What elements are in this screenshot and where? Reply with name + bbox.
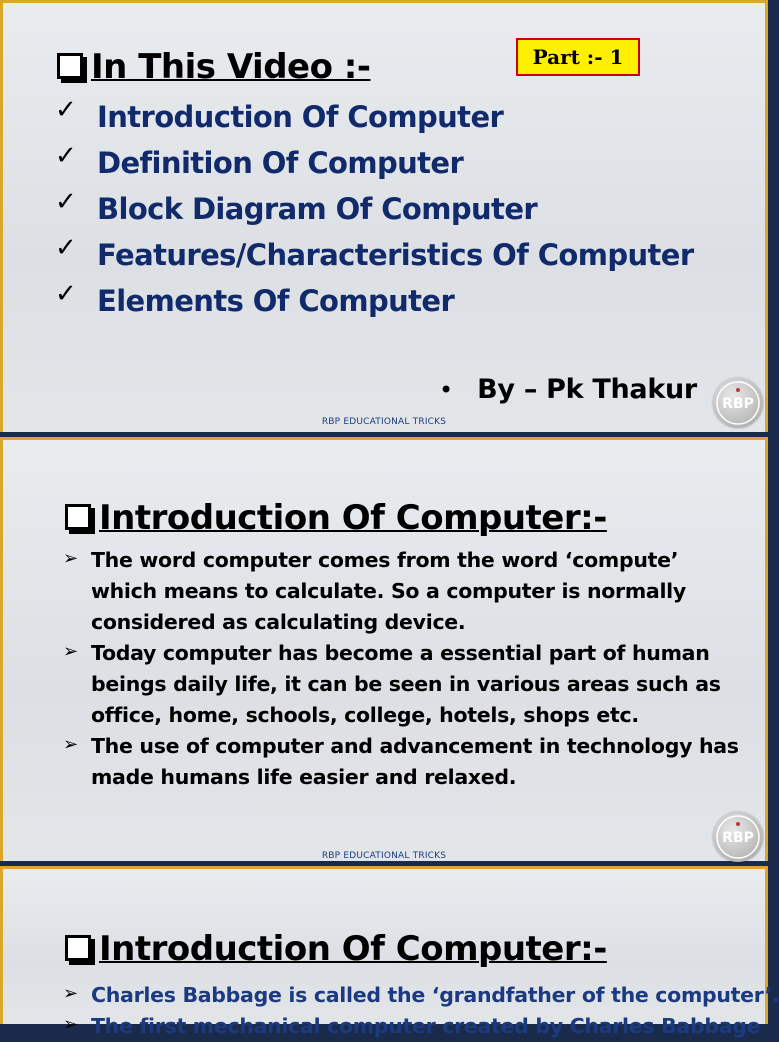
slide-1 [0,0,768,432]
list-item [55,233,694,279]
topic-text: Elements Of Computer [97,284,455,318]
check-icon: ✓ [55,187,77,217]
slide1-heading [57,47,371,87]
check-icon: ✓ [55,233,77,263]
checkbox-icon [57,53,83,79]
topic-text: Introduction Of Computer [97,100,504,134]
list-item [63,638,743,731]
logo-text: RBP [722,830,754,846]
slide1-footer: RBP EDUCATIONAL TRICKS [321,417,447,427]
list-item [63,731,743,793]
topic-text: Block Diagram Of Computer [97,192,538,226]
author-text: By – Pk Thakur [477,374,697,405]
list-item [55,141,694,187]
slide2-heading [65,498,607,538]
list-item [63,545,743,638]
slide2-footer: RBP EDUCATIONAL TRICKS [321,851,447,861]
bullet-text: The first mechanical computer created by Charles Babbage [91,1014,761,1038]
bullet-dot-icon: • [439,375,454,404]
topic-list [55,95,694,325]
checkbox-icon [65,935,91,961]
check-icon: ✓ [55,141,77,171]
part-badge: Part :- 1 [516,38,640,76]
logo-text: RBP [722,396,754,412]
list-item [63,980,779,1011]
check-icon: ✓ [55,279,77,309]
bullet-text: The use of computer and advancement in technology has made humans life easier and relaxed. [91,734,739,789]
arrow-bullet-icon: ➢ [63,641,79,662]
arrow-bullet-icon: ➢ [63,983,79,1004]
list-item [55,187,694,233]
slide3-heading-text: Introduction Of Computer:- [99,929,607,969]
slide1-heading-text: In This Video :- [91,47,371,87]
arrow-bullet-icon: ➢ [63,734,79,755]
list-item [55,279,694,325]
list-item [55,95,694,141]
bullet-text: Today computer has become a essential part of human beings daily life, it can be seen in various areas such as office, home, schools, college, hotels, shops etc. [91,641,721,727]
bullet-text: Charles Babbage is called the ‘grandfather of the computer’. [91,983,779,1007]
checkbox-icon [65,504,91,530]
topic-text: Definition Of Computer [97,146,464,180]
arrow-bullet-icon: ➢ [63,1014,79,1035]
author-byline [439,374,697,405]
slide-2 [0,437,768,861]
slide3-heading [65,929,607,969]
slide-3 [0,866,779,1038]
check-icon: ✓ [55,95,77,125]
list-item [63,1011,763,1042]
intro-bullets [63,545,743,793]
bullet-text: The word computer comes from the word ‘compute’ which means to calculate. So a computer is normally considered as calculating device. [91,548,686,634]
arrow-bullet-icon: ➢ [63,548,79,569]
topic-text: Features/Characteristics Of Computer [97,238,694,272]
slide2-heading-text: Introduction Of Computer:- [99,498,607,538]
slide3-bullets [63,980,779,1042]
